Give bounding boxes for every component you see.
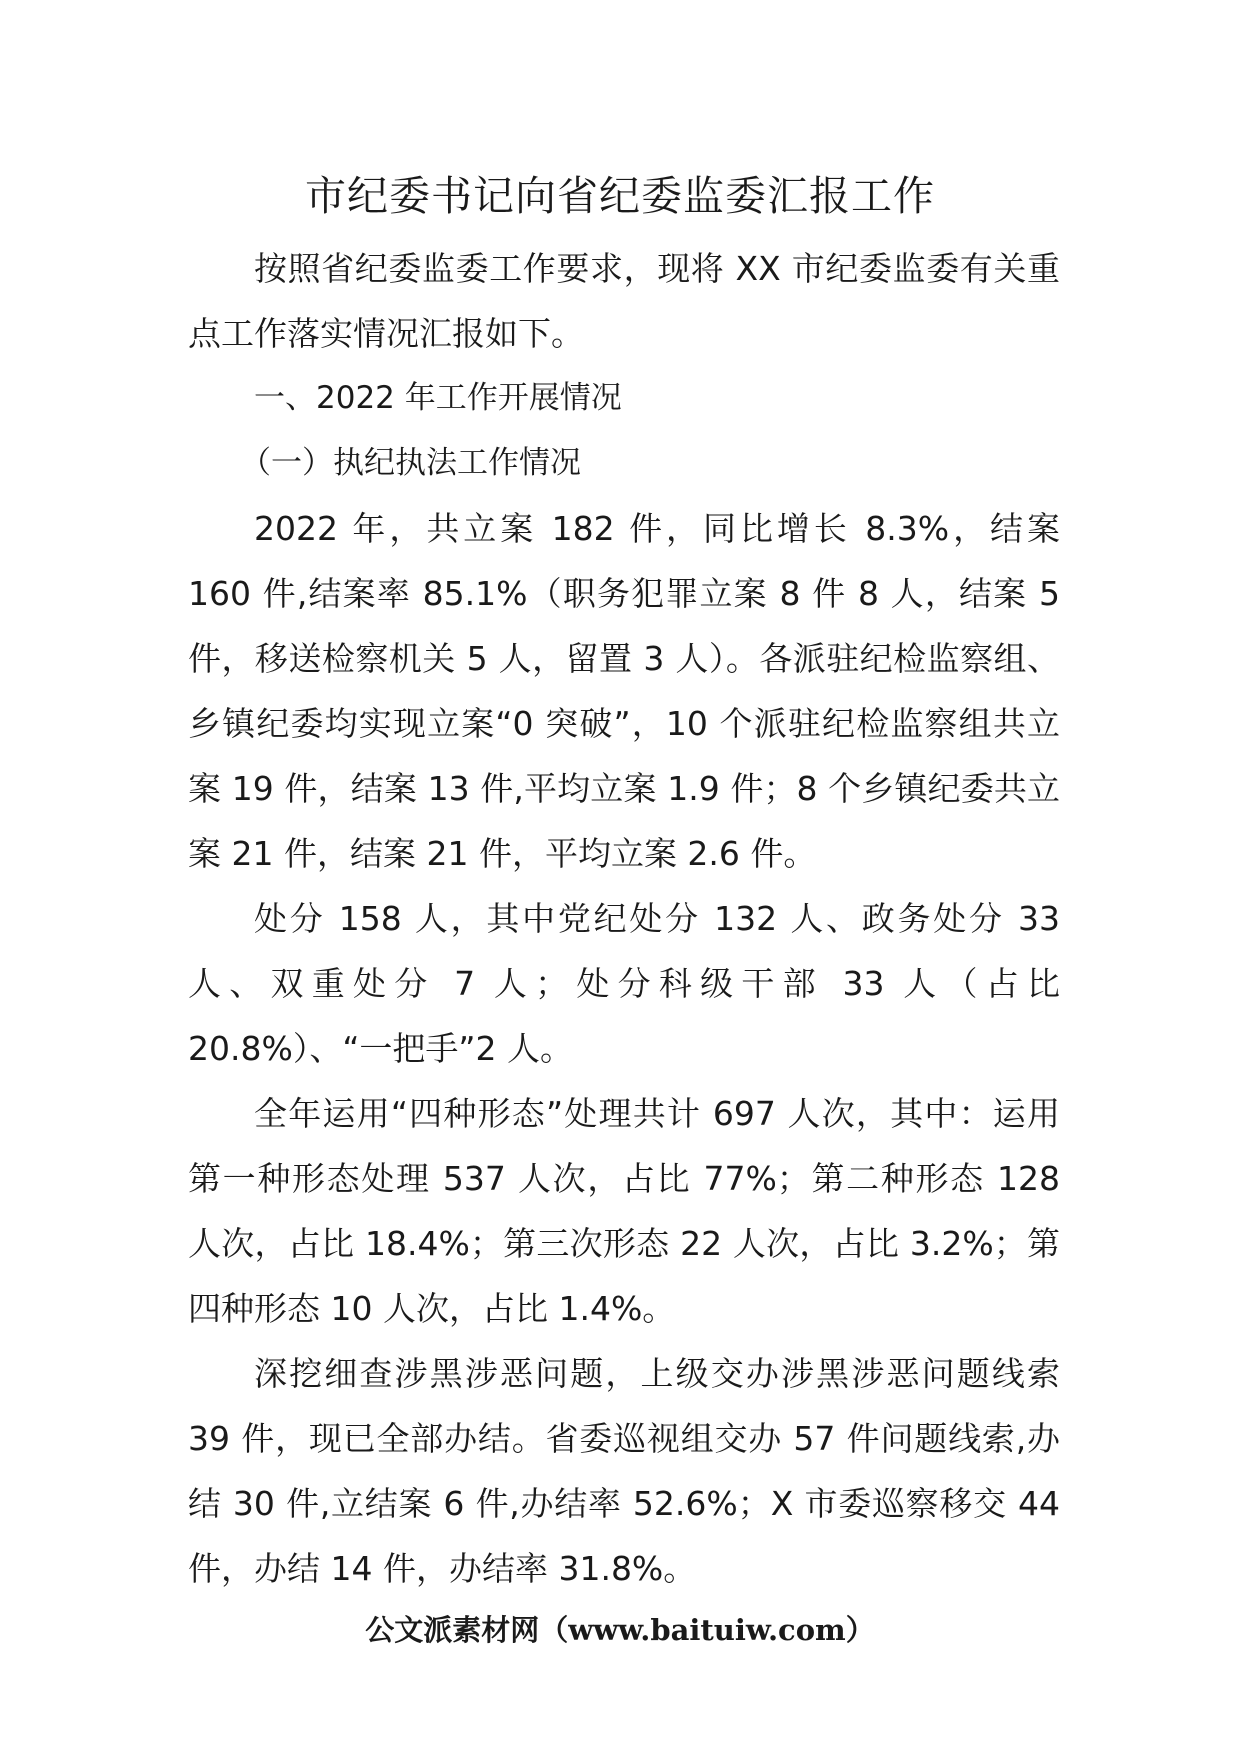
document-body <box>188 236 1060 1601</box>
case-filing-paragraph: 2022 年，共立案 182 件，同比增长 8.3%，结案 160 件,结案率 85.1%（职务犯罪立案 8 件 8 人，结案 5 件，移送检察机关 5 人，留置 3 人）。各派驻纪检监察组、乡镇纪委均实现立案“0 突破”，10 个派驻纪检监察组共立案 19 件，结案 13 件,平均立案 1.9 件；8 个乡镇纪委共立案 21 件，结案 21 件，平均立案 2.6 件。 <box>188 509 1060 873</box>
intro-paragraph: 按照省纪委监委工作要求，现将 XX 市纪委监委有关重点工作落实情况汇报如下。 <box>188 249 1060 353</box>
four-forms-paragraph: 全年运用“四种形态”处理共计 697 人次，其中：运用第一种形态处理 537 人次，占比 77%；第二种形态 128 人次，占比 18.4%；第三次形态 22 人次，占比 3.2%；第四种形态 10 人次，占比 1.4%。 <box>188 1094 1060 1328</box>
clue-handling-paragraph: 深挖细查涉黑涉恶问题，上级交办涉黑涉恶问题线索 39 件，现已全部办结。省委巡视组交办 57 件问题线索,办结 30 件,立结案 6 件,办结率 52.6%；X 市委巡察移交 44 件，办结 14 件，办结率 31.8%。 <box>188 1354 1060 1588</box>
subsection-heading-1: （一）执纪执法工作情况 <box>240 445 581 481</box>
footer-watermark: 公文派素材网（www.baituiw.com） <box>365 1613 875 1647</box>
sanctions-paragraph: 处分 158 人，其中党纪处分 132 人、政务处分 33 人、双重处分 7 人；处分科级干部 33 人（占比 20.8%）、“一把手”2 人。 <box>188 899 1060 1068</box>
section-heading-1: 一、2022 年工作开展情况 <box>254 380 622 416</box>
document-title: 市纪委书记向省纪委监委汇报工作 <box>305 172 935 220</box>
